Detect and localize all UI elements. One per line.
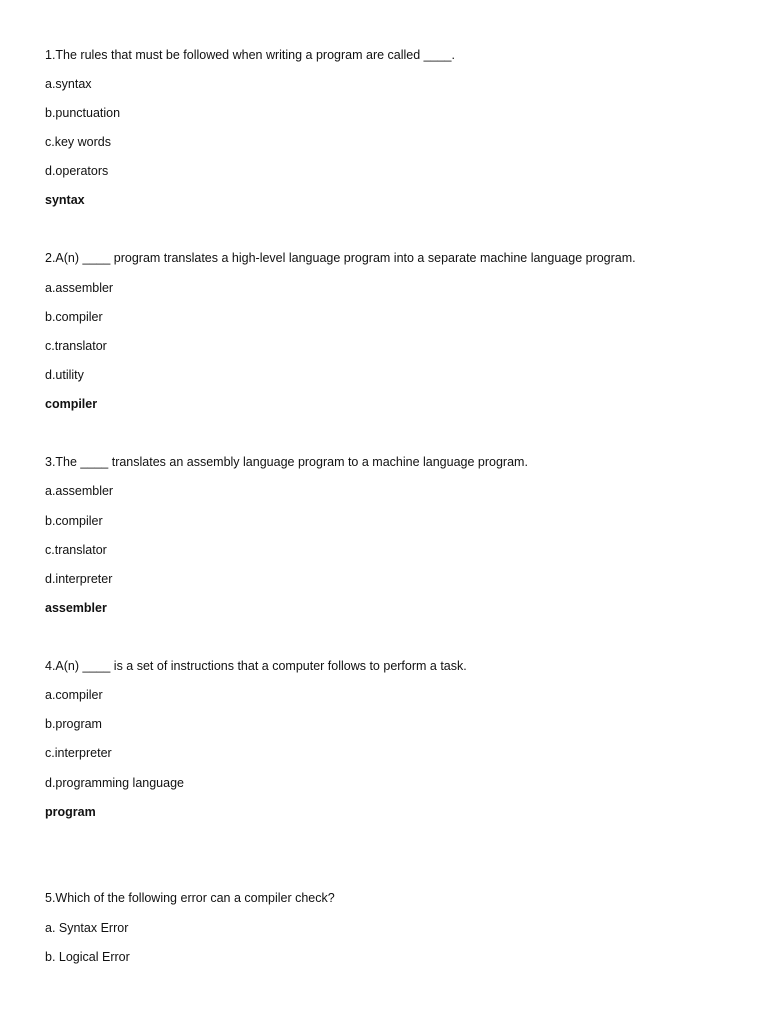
- question-2-option-b: b.compiler: [45, 310, 103, 324]
- question-4-option-c: c.interpreter: [45, 746, 112, 760]
- question-1-option-d: d.operators: [45, 164, 109, 178]
- question-4-option-d: d.programming language: [45, 776, 184, 790]
- question-4-text: 4.A(n) ____ is a set of instructions that a computer follows to perform a task.: [45, 659, 467, 673]
- question-3-option-a: a.assembler: [45, 484, 114, 498]
- question-5-text: 5.Which of the following error can a compiler check?: [45, 891, 335, 905]
- question-3-option-c: c.translator: [45, 543, 107, 557]
- question-1-option-c: c.key words: [45, 135, 111, 149]
- question-2-option-d: d.utility: [45, 368, 84, 382]
- question-2-answer: compiler: [45, 397, 98, 411]
- question-4-option-b: b.program: [45, 717, 102, 731]
- question-5-option-b: b. Logical Error: [45, 950, 130, 964]
- question-4-answer: program: [45, 805, 96, 819]
- question-5-option-a: a. Syntax Error: [45, 921, 129, 935]
- question-1-option-b: b.punctuation: [45, 106, 121, 120]
- question-1-answer: syntax: [45, 193, 85, 207]
- question-2-option-c: c.translator: [45, 339, 107, 353]
- question-1-text: 1.The rules that must be followed when writing a program are called ____.: [45, 48, 455, 62]
- question-3-answer: assembler: [45, 601, 107, 615]
- question-3-text: 3.The ____ translates an assembly language program to a machine language program.: [45, 455, 528, 469]
- question-3-option-b: b.compiler: [45, 514, 103, 528]
- question-3-option-d: d.interpreter: [45, 572, 113, 586]
- question-4-option-a: a.compiler: [45, 688, 103, 702]
- question-1-option-a: a.syntax: [45, 77, 92, 91]
- question-2-text: 2.A(n) ____ program translates a high-level language program into a separate machine language program.: [45, 251, 636, 265]
- question-2-option-a: a.assembler: [45, 281, 114, 295]
- document-page: [45, 0, 745, 1024]
